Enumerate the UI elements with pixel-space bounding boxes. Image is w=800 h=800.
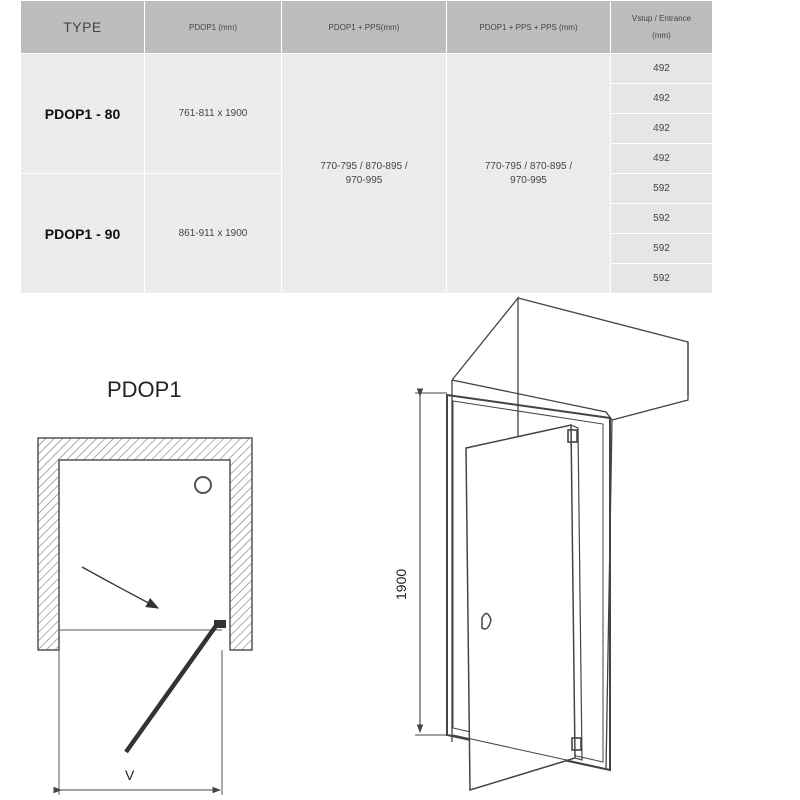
entrance-cell: 492 [611,144,713,174]
table-header-row [21,1,713,54]
diagrams [0,290,800,800]
header-pdop1-pps-pps: PDOP1 + PPS + PPS (mm) [447,1,611,54]
model-cell: PDOP1 - 90 [21,174,145,294]
entrance-cell: 592 [611,234,713,264]
range-pps-line2: 970-995 [345,174,383,186]
header-pdop1-pps: PDOP1 + PPS(mm) [282,1,447,54]
header-type: TYPE [21,1,145,54]
door-hinge [214,620,226,628]
range-pps-pps-line2: 970-995 [510,174,547,186]
plan-title: PDOP1 [107,377,182,402]
height-label: 1900 [393,568,409,600]
entrance-cell: 592 [611,204,713,234]
iso-right-wall [606,342,688,770]
header-entrance-line2: (mm) [652,31,671,40]
entrance-cell: 592 [611,264,713,294]
plan-walls [38,438,252,650]
range-pps-pps-cell [447,54,611,294]
range-pps-pps-line1: 770-795 / 870-895 / [484,160,573,172]
size-cell: 861-911 x 1900 [145,174,282,294]
entrance-cell: 492 [611,114,713,144]
table-row [21,54,713,84]
iso-view [415,298,688,790]
plan-view [38,377,252,795]
header-entrance-line1: Vstup / Entrance [631,14,692,23]
door-leaf [126,623,218,752]
spec-table [20,0,713,294]
entrance-cell: 492 [611,54,713,84]
entrance-cell: 592 [611,174,713,204]
entrance-cell: 492 [611,84,713,114]
range-pps-line1: 770-795 / 870-895 / [320,160,408,172]
width-label: V [125,767,135,783]
header-entrance [611,1,713,54]
iso-back-wall-right [518,298,688,395]
header-pdop1: PDOP1 (mm) [145,1,282,54]
range-pps-cell [282,54,447,294]
model-cell: PDOP1 - 80 [21,54,145,174]
drain-icon [195,477,211,493]
swing-arrow-icon [82,567,158,608]
size-cell: 761-811 x 1900 [145,54,282,174]
iso-door-open [466,425,575,790]
